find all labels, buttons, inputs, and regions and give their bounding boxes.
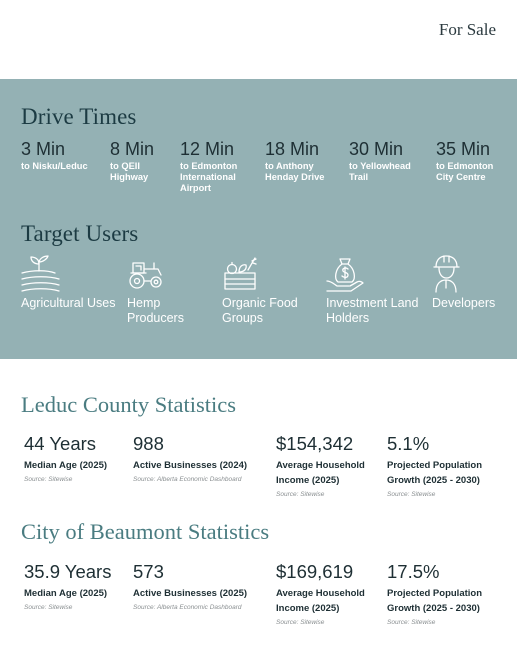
stat-active-businesses (133, 561, 269, 614)
target-user-item (432, 255, 512, 311)
drive-times-and-target-users-band (0, 79, 517, 359)
target-user-item (222, 255, 322, 326)
stat-label: Average Household Income (2025) (276, 460, 365, 486)
stat-household-income (276, 561, 376, 629)
sprout-field-icon (21, 255, 121, 293)
drive-time-destination: to QEII Highway (110, 161, 149, 182)
drive-time-item (21, 139, 106, 172)
stat-median-age (24, 561, 128, 614)
stat-source: Source: Sitewise (24, 604, 73, 611)
stat-source: Source: Sitewise (24, 476, 73, 483)
target-user-item (326, 255, 426, 326)
hard-hat-worker-icon (432, 255, 512, 293)
leduc-county-statistics-heading: Leduc County Statistics (21, 392, 236, 417)
stat-value: 5.1% (387, 433, 430, 454)
drive-time-item (110, 139, 176, 183)
stat-value: 17.5% (387, 561, 440, 582)
drive-time-value: 30 Min (349, 139, 404, 159)
stat-value: $154,342 (276, 433, 354, 454)
drive-time-item (265, 139, 343, 183)
drive-time-destination: to Edmonton City Centre (436, 161, 494, 182)
target-user-label: Organic Food Groups (222, 296, 298, 325)
stat-label: Median Age (2025) (24, 460, 108, 471)
stat-value: 988 (133, 433, 164, 454)
target-user-label: Developers (432, 296, 496, 310)
stat-value: 573 (133, 561, 164, 582)
target-user-item (21, 255, 121, 311)
stat-value: $169,619 (276, 561, 354, 582)
drive-time-value: 35 Min (436, 139, 491, 159)
for-sale-label: For Sale (438, 20, 496, 39)
target-users-heading: Target Users (21, 221, 139, 246)
stat-label: Active Businesses (2025) (133, 588, 248, 599)
produce-crate-icon (222, 255, 322, 293)
stat-label: Median Age (2025) (24, 588, 108, 599)
stat-active-businesses (133, 433, 269, 486)
drive-time-value: 3 Min (21, 139, 66, 159)
stat-value: 44 Years (24, 433, 97, 454)
drive-time-value: 18 Min (265, 139, 320, 159)
stat-source: Source: Alberta Economic Dashboard (133, 476, 242, 483)
drive-time-destination: to Yellowhead Trail (349, 161, 411, 182)
target-user-item (127, 255, 217, 326)
stat-source: Source: Sitewise (276, 491, 325, 498)
stat-value: 35.9 Years (24, 561, 112, 582)
tractor-icon (127, 255, 217, 293)
drive-time-destination: to Nisku/Leduc (21, 161, 88, 171)
beaumont-statistics-heading: City of Beaumont Statistics (21, 519, 270, 544)
stat-source: Source: Alberta Economic Dashboard (133, 604, 242, 611)
target-user-label: Hemp Producers (127, 296, 184, 325)
stat-source: Source: Sitewise (387, 491, 436, 498)
stat-population-growth (387, 561, 497, 629)
stat-household-income (276, 433, 376, 501)
drive-times-heading: Drive Times (21, 104, 137, 129)
target-user-label: Investment Land Holders (326, 296, 419, 325)
drive-time-item (180, 139, 256, 194)
stat-source: Source: Sitewise (276, 619, 325, 626)
target-user-label: Agricultural Uses (21, 296, 116, 310)
stat-label: Average Household Income (2025) (276, 588, 365, 614)
drive-time-value: 12 Min (180, 139, 235, 159)
drive-time-value: 8 Min (110, 139, 155, 159)
drive-time-destination: to Edmonton International Airport (180, 161, 238, 193)
drive-time-item (436, 139, 506, 183)
drive-time-destination: to Anthony Henday Drive (265, 161, 325, 182)
stat-label: Projected Population Growth (2025 - 2030) (387, 460, 483, 486)
stat-source: Source: Sitewise (387, 619, 436, 626)
stat-population-growth (387, 433, 497, 501)
money-bag-hand-icon (326, 255, 426, 293)
stat-label: Active Businesses (2024) (133, 460, 248, 471)
stat-median-age (24, 433, 128, 486)
drive-time-item (349, 139, 429, 183)
stat-label: Projected Population Growth (2025 - 2030) (387, 588, 483, 614)
